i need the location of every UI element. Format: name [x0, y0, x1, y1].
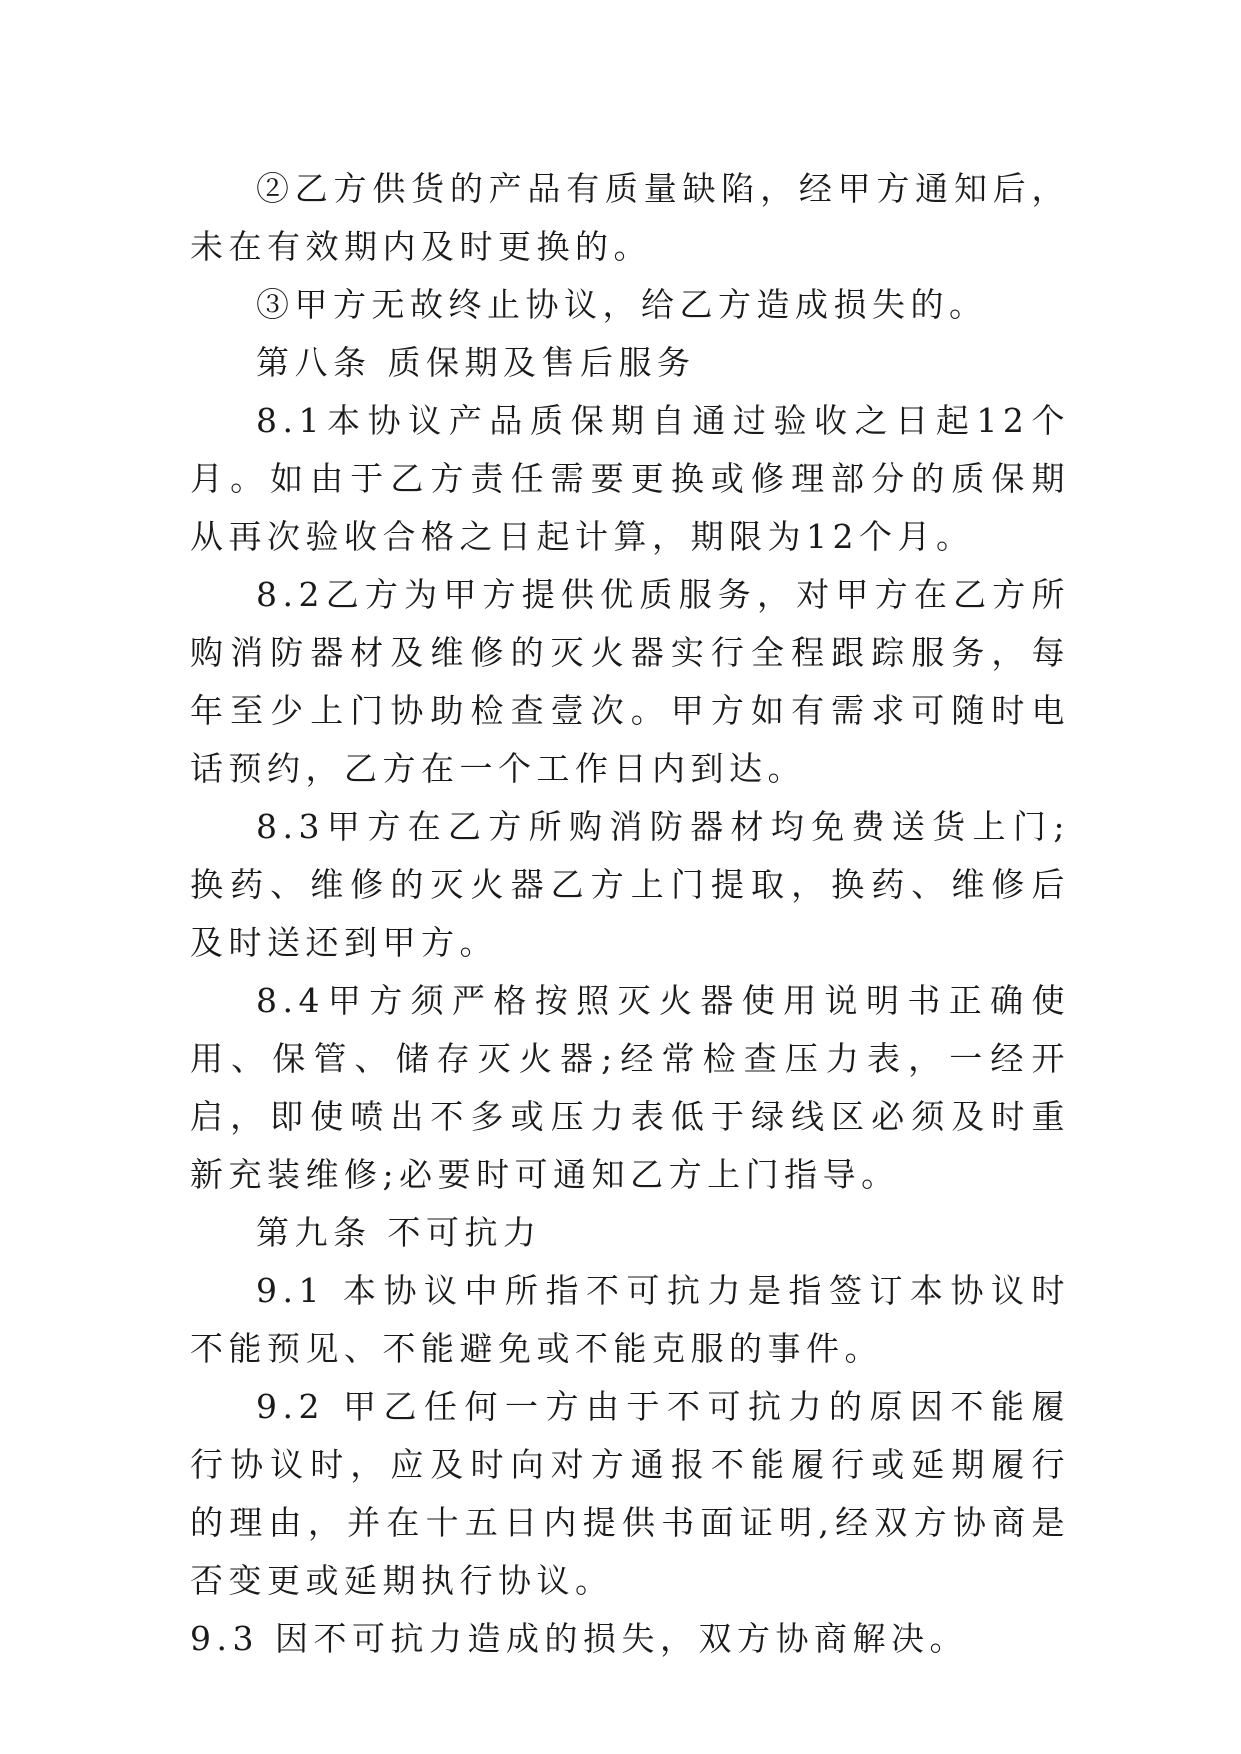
paragraph-clause-8-4: 8.4甲方须严格按照灭火器使用说明书正确使用、保管、储存灭火器;经常检查压力表，一经开启，即使喷出不多或压力表低于绿线区必须及时重新充装维修;必要时可通知乙方上门指导。	[190, 981, 1070, 1194]
document-body	[190, 160, 1070, 1668]
paragraph-clause-9-1: 9.1 本协议中所指不可抗力是指签订本协议时不能预见、不能避免或不能克服的事件。	[190, 1271, 1070, 1368]
paragraph-clause-9-2: 9.2 甲乙任何一方由于不可抗力的原因不能履行协议时，应及时向对方通报不能履行或延期履行的理由，并在十五日内提供书面证明,经双方协商是否变更或延期执行协议。	[190, 1387, 1070, 1600]
paragraph-clause-8-2: 8.2乙方为甲方提供优质服务，对甲方在乙方所购消防器材及维修的灭火器实行全程跟踪服务，每年至少上门协助检查壹次。甲方如有需求可随时电话预约，乙方在一个工作日内到达。	[190, 575, 1070, 788]
paragraph-clause-9-3: 9.3 因不可抗力造成的损失，双方协商解决。	[190, 1619, 968, 1658]
section-heading-article-8: 第八条 质保期及售后服务	[256, 343, 696, 382]
paragraph-clause-8-3: 8.3甲方在乙方所购消防器材均免费送货上门;换药、维修的灭火器乙方上门提取，换药、维修后及时送还到甲方。	[190, 807, 1070, 962]
section-heading-article-9: 第九条 不可抗力	[256, 1213, 542, 1252]
paragraph-clause-8-1: 8.1本协议产品质保期自通过验收之日起12个月。如由于乙方责任需要更换或修理部分的质保期从再次验收合格之日起计算，期限为12个月。	[190, 401, 1070, 556]
paragraph-clause-7-item-3: ③甲方无故终止协议，给乙方造成损失的。	[256, 285, 988, 324]
paragraph-clause-7-item-2: ②乙方供货的产品有质量缺陷，经甲方通知后，未在有效期内及时更换的。	[190, 169, 1070, 266]
